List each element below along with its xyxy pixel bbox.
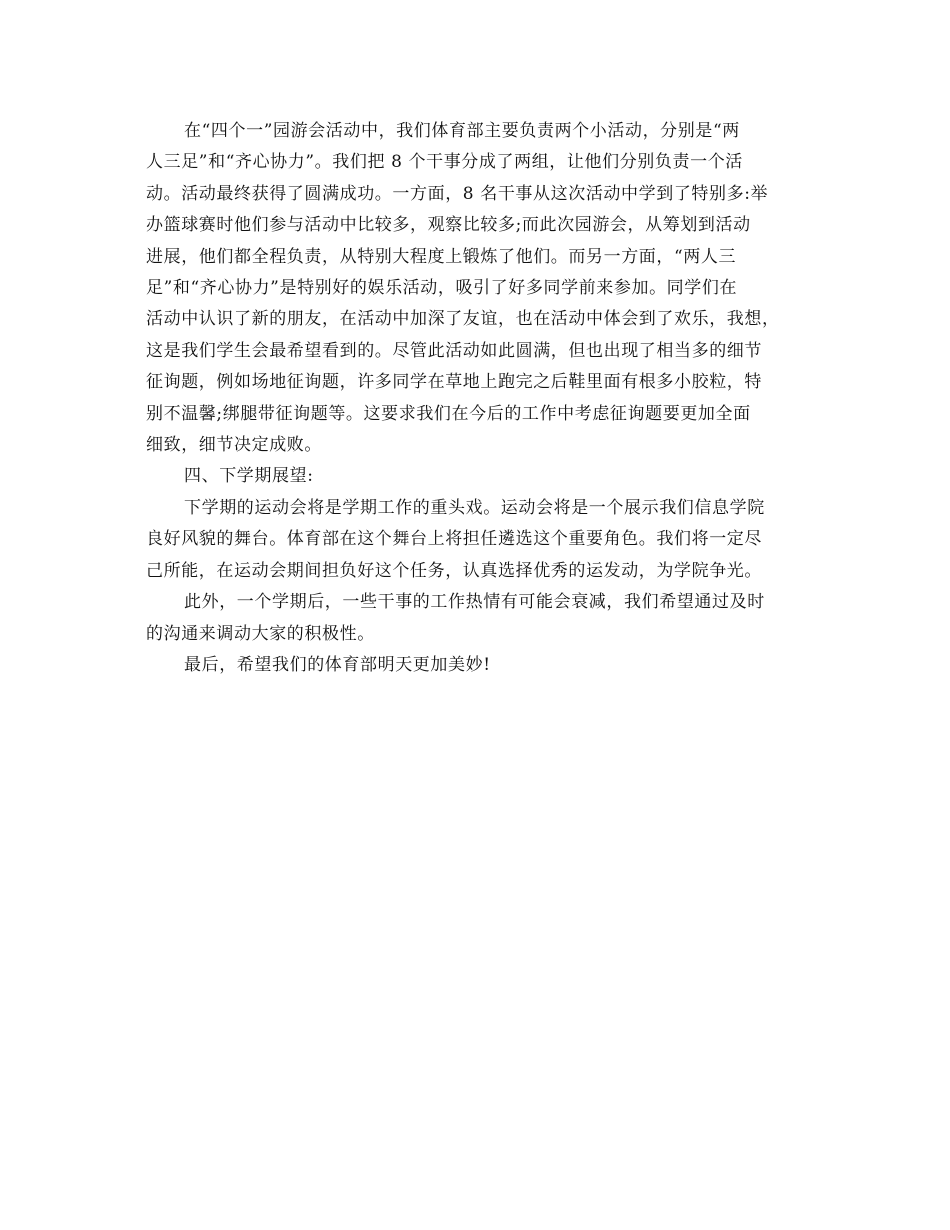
text-line: 下学期的运动会将是学期工作的重头戏。运动会将是一个展示我们信息学院 xyxy=(184,497,765,518)
text-line: 四、下学期展望: xyxy=(184,466,314,487)
section-heading-outlook xyxy=(146,461,806,492)
text-line: 进展，他们都全程负责，从特别大程度上锻炼了他们。而另一方面，“两人三 xyxy=(146,246,737,267)
text-line: 别不温馨;绑腿带征询题等。这要求我们在今后的工作中考虑征询题要更加全面 xyxy=(146,403,751,424)
document-body xyxy=(146,116,806,681)
text-line: 这是我们学生会最希望看到的。尽管此活动如此圆满，但也出现了相当多的细节 xyxy=(146,340,762,361)
text-line: 此外，一个学期后，一些干事的工作热情有可能会衰减，我们希望通过及时 xyxy=(184,592,765,613)
text-line: 在“四个一”园游会活动中，我们体育部主要负责两个小活动，分别是“两 xyxy=(184,121,740,141)
text-line: 良好风貌的舞台。体育部在这个舞台上将担任遴选这个重要角色。我们将一定尽 xyxy=(146,529,762,550)
text-line: 活动中认识了新的朋友，在活动中加深了友谊，也在活动中体会到了欢乐，我想， xyxy=(146,309,780,330)
text-line: 足”和“齐心协力”是特别好的娱乐活动，吸引了好多同学前来参加。同学们在 xyxy=(146,278,738,299)
text-line: 最后，希望我们的体育部明天更加美妙! xyxy=(184,654,491,675)
text-line: 细致，细节决定成败。 xyxy=(146,435,322,456)
text-line: 己所能，在运动会期间担负好这个任务，认真选择优秀的运发动，为学院争光。 xyxy=(146,560,762,581)
paragraph-sports-meet xyxy=(146,493,806,587)
paragraph-activities-summary xyxy=(146,116,806,461)
text-line: 征询题，例如场地征询题，许多同学在草地上跑完之后鞋里面有根多小胶粒，特 xyxy=(146,372,762,393)
text-line: 人三足”和“齐心协力”。我们把 8 个干事分成了两组，让他们分别负责一个活 xyxy=(146,152,743,173)
text-line: 办篮球赛时他们参与活动中比较多，观察比较多;而此次园游会，从筹划到活动 xyxy=(146,215,751,236)
paragraph-closing xyxy=(146,650,806,681)
text-line: 的沟通来调动大家的积极性。 xyxy=(146,623,375,644)
paragraph-staff-motivation xyxy=(146,587,806,650)
text-line: 动。活动最终获得了圆满成功。一方面，8 名干事从这次活动中学到了特别多:举 xyxy=(146,183,769,204)
